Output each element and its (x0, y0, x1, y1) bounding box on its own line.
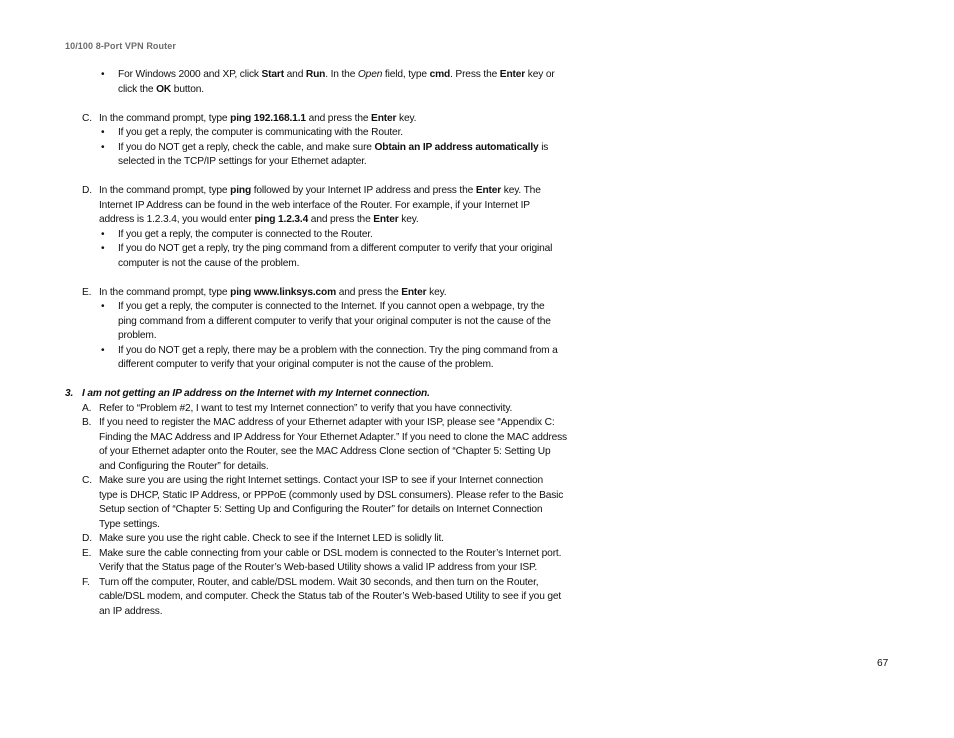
text-run: Internet IP Address can be found in the web interface of the Router. For example, if your Internet IP (99, 199, 530, 211)
bullet-marker: • (101, 228, 105, 240)
text-run: In the command prompt, type (99, 112, 231, 124)
text-run: computer is not the cause of the problem. (118, 257, 300, 269)
bullet-marker: • (101, 243, 105, 254)
step-text-line (0, 576, 600, 591)
italic-text: Open (357, 69, 383, 80)
step-text-line (0, 199, 600, 214)
bullet-text-line (0, 83, 600, 98)
text-run: If you do NOT get a reply, check the cable, and make sure (118, 141, 375, 153)
text-run: Setup section of “Chapter 5: Setting Up and Configuring the Router” for details on Internet Connection (99, 504, 543, 515)
step-text-line (0, 590, 600, 605)
bullet-marker: • (101, 344, 105, 356)
bold-text: ping (230, 185, 252, 196)
list-marker: C. (82, 112, 92, 124)
bullet-marker: • (101, 127, 105, 138)
page-number: 67 (877, 658, 889, 669)
list-marker: C. (82, 475, 92, 486)
bullet-text-line (0, 126, 600, 141)
step-text-line (0, 489, 600, 504)
step-text-line (0, 474, 600, 489)
list-marker: E. (82, 286, 92, 298)
text-run: of your Ethernet adapter onto the Router, see the MAC Address Clone section of “Chapter 5: Setting Up (99, 446, 551, 457)
step-text-line (0, 184, 600, 199)
list-marker: D. (82, 533, 92, 544)
text-run: key. (398, 214, 419, 225)
bullet-text-line (0, 315, 600, 330)
text-run: click the (118, 83, 157, 95)
bullet-text-line (0, 141, 600, 156)
step-text-line (0, 112, 600, 127)
bold-text: Obtain an IP address automatically (374, 141, 539, 153)
step-text-line (0, 416, 600, 431)
text-run: and Configuring the Router” for details. (99, 460, 269, 472)
step-text-line (0, 561, 600, 576)
text-run: address is 1.2.3.4, you would enter (99, 214, 255, 225)
step-text-line (0, 213, 600, 228)
step-text-line (0, 518, 600, 533)
list-marker: F. (82, 576, 90, 588)
text-run: . Press the (450, 69, 500, 80)
bold-text: ping www.linksys.com (230, 286, 337, 298)
text-run: selected in the TCP/IP settings for your Ethernet adapter. (118, 156, 367, 167)
text-run: key or (525, 69, 555, 80)
step-text-line (0, 605, 600, 620)
text-run: problem. (118, 330, 157, 341)
bullet-text-line (0, 228, 600, 243)
text-run: If you need to register the MAC address of your Ethernet adapter with your ISP, please see “Appendix C: (99, 417, 555, 428)
text-run: is (538, 141, 549, 153)
bold-text: Enter (373, 214, 399, 225)
bold-text: Enter (475, 185, 502, 196)
list-marker: A. (82, 402, 92, 414)
section-heading (0, 387, 600, 402)
step-text-line (0, 547, 600, 562)
text-run: key. (426, 286, 447, 298)
paragraph-spacer (0, 170, 600, 185)
bullet-marker: • (101, 141, 105, 153)
bullet-text-line (0, 358, 600, 373)
text-run: Make sure you use the right cable. Check to see if the Internet LED is solidly lit. (99, 533, 444, 544)
text-run: Turn off the computer, Router, and cable/DSL modem. Wait 30 seconds, and then turn on the Router, (99, 576, 539, 588)
text-run: followed by your Internet IP address and press the (251, 185, 476, 196)
text-run: and (283, 69, 306, 80)
text-run: and press the (308, 214, 374, 225)
list-marker: D. (82, 185, 92, 196)
text-run: cable/DSL modem, and computer. Check the Status tab of the Router’s Web-based Utility to see if you get (99, 591, 562, 602)
text-run: Finding the MAC Address and IP Address for Your Ethernet Adapter.” If you need to clone the MAC address (99, 431, 567, 443)
bullet-text-line (0, 68, 600, 83)
bold-text: Enter (499, 69, 526, 80)
text-run: If you do NOT get a reply, try the ping command from a different computer to verify that your original (118, 243, 553, 254)
bullet-marker: • (101, 69, 105, 80)
text-run: button. (171, 83, 204, 95)
text-run: If you get a reply, the computer is connected to the Internet. If you cannot open a webpage, try the (118, 301, 545, 312)
bullet-text-line (0, 242, 600, 257)
paragraph-spacer (0, 97, 600, 112)
text-run: . In the (325, 69, 358, 80)
text-run: Verify that the Status page of the Router’s Web-based Utility shows a valid IP address from your ISP. (99, 562, 538, 573)
text-run: If you do NOT get a reply, there may be a problem with the connection. Try the ping command from a (118, 344, 558, 356)
text-run: different computer to verify that your original computer is not the cause of the problem. (118, 359, 494, 370)
bold-text: ping 1.2.3.4 (254, 214, 309, 225)
text-run: key. The (501, 185, 541, 196)
text-run: field, type (382, 69, 430, 80)
bold-text: OK (156, 83, 172, 95)
text-run: type is DHCP, Static IP Address, or PPPoE (commonly used by DSL consumers). Please refer to the Basic (99, 489, 564, 501)
step-text-line (0, 460, 600, 475)
text-run: In the command prompt, type (99, 185, 231, 196)
text-run: Type settings. (99, 518, 160, 530)
bullet-marker: • (101, 301, 105, 312)
text-run: For Windows 2000 and XP, click (118, 69, 262, 80)
step-text-line (0, 286, 600, 301)
text-run: and press the (336, 286, 402, 298)
text-run: key. (396, 112, 417, 124)
body-text (0, 68, 600, 619)
bold-text: Run (305, 69, 326, 80)
list-marker: 3. (65, 388, 74, 399)
paragraph-spacer (0, 373, 600, 388)
running-header: 10/100 8-Port VPN Router (65, 41, 176, 51)
text-run: an IP address. (99, 605, 163, 617)
bold-text: Enter (401, 286, 427, 298)
text-run: If you get a reply, the computer is communicating with the Router. (118, 127, 403, 138)
text-run: In the command prompt, type (99, 286, 231, 298)
bold-text: ping 192.168.1.1 (230, 112, 306, 124)
bullet-text-line (0, 329, 600, 344)
text-run: I am not getting an IP address on the Internet with my Internet connection. (82, 388, 430, 399)
step-text-line (0, 503, 600, 518)
step-text-line (0, 532, 600, 547)
text-run: Make sure you are using the right Internet settings. Contact your ISP to see if your Internet connection (99, 475, 544, 486)
bold-text: cmd (429, 69, 451, 80)
text-run: Make sure the cable connecting from your cable or DSL modem is connected to the Router’s Internet port. (99, 547, 562, 559)
text-run: ping command from a different computer to verify that your original computer is not the cause of the (118, 315, 551, 327)
text-run: If you get a reply, the computer is connected to the Router. (118, 228, 373, 240)
bullet-text-line (0, 344, 600, 359)
list-marker: E. (82, 547, 92, 559)
bullet-text-line (0, 300, 600, 315)
bold-text: Enter (371, 112, 397, 124)
text-run: Refer to “Problem #2, I want to test my Internet connection” to verify that you have connectivity. (99, 402, 513, 414)
step-text-line (0, 431, 600, 446)
bullet-text-line (0, 257, 600, 272)
bold-text: Start (261, 69, 284, 80)
bullet-text-line (0, 155, 600, 170)
step-text-line (0, 445, 600, 460)
list-marker: B. (82, 417, 92, 428)
text-run: and press the (305, 112, 372, 124)
step-text-line (0, 402, 600, 417)
paragraph-spacer (0, 271, 600, 286)
